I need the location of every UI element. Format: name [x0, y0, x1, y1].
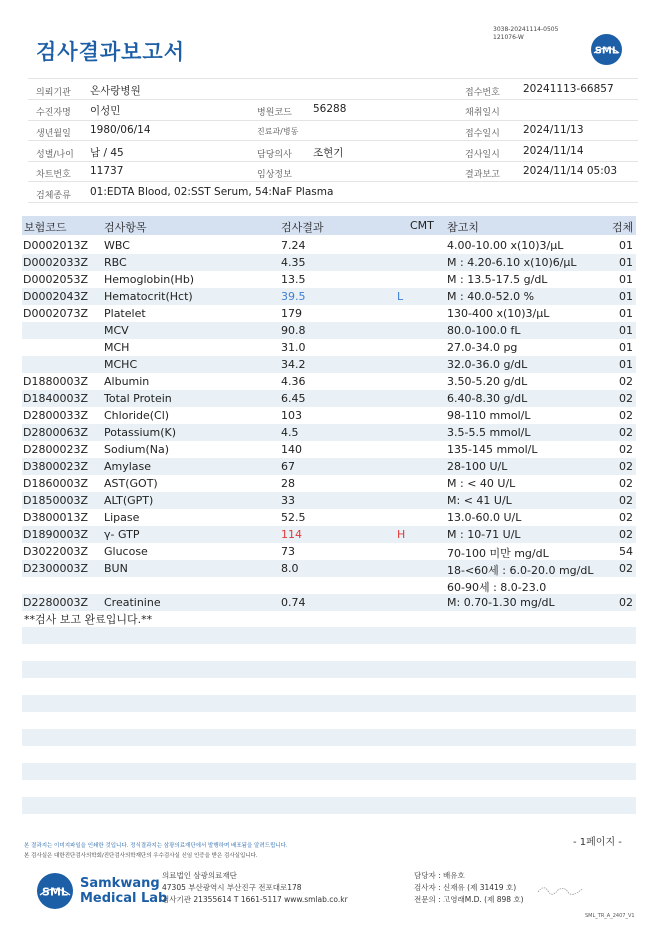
cell-reference-range: 135-145 mmol/L — [447, 443, 538, 456]
empty-row-band — [22, 797, 636, 814]
dept-label: 진료과/병동 — [257, 127, 299, 136]
cell-specimen: 02 — [619, 426, 633, 439]
cell-reference-range: 28-100 U/L — [447, 460, 508, 473]
cell-test-name: Creatinine — [104, 596, 161, 609]
hosp-code-value: 56288 — [313, 103, 347, 115]
cell-result: 73 — [281, 545, 295, 558]
cell-reference-range: M : 10-71 U/L — [447, 528, 521, 541]
cell-reference-range: 6.40-8.30 g/dL — [447, 392, 528, 405]
cell-specimen: 02 — [619, 375, 633, 388]
staff-examiner: 검사자 : 신재유 (제 31419 호) — [414, 883, 517, 892]
cell-result: 7.24 — [281, 239, 306, 252]
doctor-value: 조현기 — [313, 147, 344, 159]
cell-result: 0.74 — [281, 596, 306, 609]
cell-reference-range: 13.0-60.0 U/L — [447, 511, 522, 524]
cell-insurance-code: D0002033Z — [23, 256, 88, 269]
cell-test-name: MCV — [104, 324, 129, 337]
cell-result: 140 — [281, 443, 302, 456]
cell-insurance-code: D1890003Z — [23, 528, 88, 541]
table-row — [22, 509, 636, 526]
table-row — [22, 271, 636, 288]
cell-specimen: 02 — [619, 409, 633, 422]
document-code-line1: 3038-20241114-0505 — [493, 26, 559, 33]
cell-test-name: ALT(GPT) — [104, 494, 154, 507]
table-row — [22, 458, 636, 475]
cell-reference-range: 27.0-34.0 pg — [447, 341, 518, 354]
cell-insurance-code: D2800023Z — [23, 443, 88, 456]
chart-no-value: 11737 — [90, 165, 124, 177]
cell-insurance-code: D0002013Z — [23, 239, 88, 252]
page-title: 검사결과보고서 — [36, 40, 186, 64]
cell-result: 6.45 — [281, 392, 306, 405]
cell-test-name: BUN — [104, 562, 128, 575]
cell-result: 28 — [281, 477, 295, 490]
cell-reference-range: M : 4.20-6.10 x(10)6/μL — [447, 256, 577, 269]
document-code — [493, 26, 558, 42]
cell-insurance-code: D0002073Z — [23, 307, 88, 320]
staff-specialist: 전문의 : 고영래M.D. (제 898 호) — [414, 895, 524, 904]
table-row — [22, 441, 636, 458]
cell-result: 31.0 — [281, 341, 306, 354]
cell-result: 39.5 — [281, 290, 306, 303]
table-row — [22, 594, 636, 611]
table-row — [22, 339, 636, 356]
footer-logo-text: SML — [42, 885, 68, 899]
info-divider — [28, 99, 638, 100]
table-row — [22, 560, 636, 577]
cell-reference-range: M: 0.70-1.30 mg/dL — [447, 596, 555, 609]
collect-label: 채취일시 — [465, 108, 500, 118]
cell-specimen: 01 — [619, 256, 633, 269]
cell-test-name: Potassium(K) — [104, 426, 177, 439]
cell-reference-range: 32.0-36.0 g/dL — [447, 358, 528, 371]
info-divider — [28, 181, 638, 182]
info-divider — [28, 161, 638, 162]
cell-test-name: γ- GTP — [104, 528, 140, 541]
table-row — [22, 475, 636, 492]
cell-specimen: 01 — [619, 324, 633, 337]
form-code: SML_TR_A_2407_V1 — [585, 913, 635, 919]
clinical-info-label: 임상정보 — [257, 170, 292, 180]
cell-insurance-code: D1850003Z — [23, 494, 88, 507]
cell-specimen: 02 — [619, 596, 633, 609]
cell-specimen: 54 — [619, 545, 633, 558]
table-row — [22, 424, 636, 441]
test-date-value: 2024/11/14 — [523, 145, 584, 157]
dob-value: 1980/06/14 — [90, 124, 151, 136]
receipt-no-value: 20241113-66857 — [523, 83, 614, 95]
cell-specimen: 01 — [619, 307, 633, 320]
cell-test-name: Albumin — [104, 375, 150, 388]
doctor-label: 담당의사 — [257, 150, 292, 160]
cell-result: 4.5 — [281, 426, 299, 439]
empty-row-band — [22, 661, 636, 678]
cell-test-name: Lipase — [104, 511, 140, 524]
cell-result: 33 — [281, 494, 295, 507]
cell-test-name: Amylase — [104, 460, 152, 473]
cell-test-name: RBC — [104, 256, 127, 269]
page-number: - 1페이지 - — [573, 837, 622, 848]
col-header-specimen: 검체 — [612, 221, 634, 234]
logo-text: SML — [594, 45, 619, 57]
cell-specimen: 02 — [619, 562, 633, 575]
table-row — [22, 543, 636, 560]
receipt-date-label: 접수일시 — [465, 129, 500, 139]
cell-reference-range: 80.0-100.0 fL — [447, 324, 521, 337]
footer-brand — [80, 876, 167, 906]
cell-reference-range: M : < 40 U/L — [447, 477, 516, 490]
cell-reference-range: M : 40.0-52.0 % — [447, 290, 535, 303]
cell-test-name: Chloride(Cl) — [104, 409, 170, 422]
info-divider — [28, 202, 638, 203]
cell-result: 34.2 — [281, 358, 306, 371]
table-row — [22, 356, 636, 373]
cell-reference-range: 60-90세 : 8.0-23.0 — [447, 581, 547, 594]
cell-specimen: 01 — [619, 341, 633, 354]
cell-test-name: Platelet — [104, 307, 146, 320]
col-header-name: 검사항목 — [104, 221, 147, 234]
table-row — [22, 237, 636, 254]
specimen-type-label: 검체종류 — [36, 191, 71, 201]
empty-row-band — [22, 763, 636, 780]
hospital-label: 의뢰기관 — [36, 88, 71, 98]
org-address: 47305 부산광역시 부산진구 전포대로178 — [162, 883, 302, 892]
footer-staff-info — [414, 870, 524, 906]
cell-insurance-code: D1840003Z — [23, 392, 88, 405]
report-complete-message: **검사 보고 완료입니다.** — [24, 613, 153, 626]
cell-specimen: 02 — [619, 494, 633, 507]
info-divider — [28, 78, 638, 79]
disclaimer-notice: 본 결과지는 이미지파일을 인쇄한 것입니다. 정식결과지는 삼광의료재단에서 발행하며 배포됨을 알려드립니다. — [24, 843, 288, 849]
cell-reference-range: M : 13.5-17.5 g/dL — [447, 273, 548, 286]
table-row — [22, 492, 636, 509]
cell-result: 4.35 — [281, 256, 306, 269]
col-header-result: 검사결과 — [281, 221, 324, 234]
table-row — [22, 322, 636, 339]
chart-no-label: 차트번호 — [36, 170, 71, 180]
cell-result: 4.36 — [281, 375, 306, 388]
patient-value: 이성민 — [90, 105, 121, 117]
cell-reference-range: 18-<60세 : 6.0-20.0 mg/dL — [447, 564, 594, 577]
sml-footer-logo-icon — [36, 872, 74, 910]
cell-test-name: Hemoglobin(Hb) — [104, 273, 195, 286]
cell-test-name: AST(GOT) — [104, 477, 158, 490]
hospital-value: 온사랑병원 — [90, 85, 141, 97]
empty-row-band — [22, 695, 636, 712]
receipt-no-label: 접수번호 — [465, 88, 500, 98]
table-row — [22, 305, 636, 322]
footer-org-info — [162, 870, 348, 906]
cell-specimen: 01 — [619, 273, 633, 286]
receipt-date-value: 2024/11/13 — [523, 124, 584, 136]
cell-specimen: 02 — [619, 460, 633, 473]
brand-line2: Medical Lab — [80, 891, 168, 906]
cell-insurance-code: D2800033Z — [23, 409, 88, 422]
cell-result: 103 — [281, 409, 302, 422]
staff-manager: 담당자 : 배유호 — [414, 871, 465, 880]
cell-result: 52.5 — [281, 511, 306, 524]
document-code-line2: 121076-W — [493, 34, 524, 41]
table-row — [22, 288, 636, 305]
cell-reference-range: 3.5-5.5 mmol/L — [447, 426, 531, 439]
cell-reference-range: 98-110 mmol/L — [447, 409, 531, 422]
cell-test-name: Hematocrit(Hct) — [104, 290, 193, 303]
table-row — [22, 254, 636, 271]
cell-insurance-code: D3022003Z — [23, 545, 88, 558]
cell-insurance-code: D3800023Z — [23, 460, 88, 473]
cell-reference-range: 130-400 x(10)3/μL — [447, 307, 550, 320]
hosp-code-label: 병원코드 — [257, 108, 292, 118]
cell-insurance-code: D2800063Z — [23, 426, 88, 439]
signature-icon — [536, 880, 584, 900]
col-header-ref: 참고치 — [447, 221, 479, 234]
cell-result: 8.0 — [281, 562, 299, 575]
cell-specimen: 02 — [619, 477, 633, 490]
sex-age-value: 남 / 45 — [90, 147, 124, 159]
cell-specimen: 02 — [619, 511, 633, 524]
cell-insurance-code: D1860003Z — [23, 477, 88, 490]
cell-result: 13.5 — [281, 273, 306, 286]
info-divider — [28, 140, 638, 141]
cell-reference-range: M: < 41 U/L — [447, 494, 512, 507]
cell-insurance-code: D0002053Z — [23, 273, 88, 286]
report-time-value: 2024/11/14 05:03 — [523, 165, 618, 177]
cell-insurance-code: D0002043Z — [23, 290, 88, 303]
brand-line1: Samkwang — [80, 876, 160, 891]
cell-specimen: 01 — [619, 358, 633, 371]
cell-specimen: 01 — [619, 290, 633, 303]
cell-test-name: Glucose — [104, 545, 148, 558]
col-header-cmt: CMT — [410, 219, 434, 232]
table-row — [22, 373, 636, 390]
cell-cmt-flag: H — [397, 528, 406, 541]
cell-test-name: Total Protein — [104, 392, 172, 405]
accreditation-notice: 본 검사실은 대한진단검사의학회/진단검사의학재단의 우수검사실 신임 인증을 받은 검사실입니다. — [24, 853, 258, 859]
table-row — [22, 577, 636, 594]
org-contact: 검사기관 21355614 T 1661-5117 www.smlab.co.kr — [162, 895, 348, 904]
col-header-code: 보험코드 — [24, 221, 67, 234]
specimen-type-value: 01:EDTA Blood, 02:SST Serum, 54:NaF Plasma — [90, 186, 334, 198]
cell-specimen: 02 — [619, 528, 633, 541]
cell-cmt-flag: L — [397, 290, 404, 303]
test-date-label: 검사일시 — [465, 150, 500, 160]
cell-insurance-code: D3800013Z — [23, 511, 88, 524]
cell-insurance-code: D1880003Z — [23, 375, 88, 388]
empty-row-band — [22, 729, 636, 746]
patient-label: 수진자명 — [36, 108, 71, 118]
cell-specimen: 02 — [619, 392, 633, 405]
report-time-label: 결과보고 — [465, 170, 500, 180]
cell-reference-range: 3.50-5.20 g/dL — [447, 375, 528, 388]
cell-result: 114 — [281, 528, 302, 541]
cell-specimen: 02 — [619, 443, 633, 456]
cell-reference-range: 4.00-10.00 x(10)3/μL — [447, 239, 564, 252]
cell-insurance-code: D2280003Z — [23, 596, 88, 609]
cell-specimen: 01 — [619, 239, 633, 252]
table-row — [22, 407, 636, 424]
cell-insurance-code: D2300003Z — [23, 562, 88, 575]
cell-test-name: MCHC — [104, 358, 138, 371]
cell-test-name: Sodium(Na) — [104, 443, 169, 456]
cell-result: 179 — [281, 307, 302, 320]
cell-reference-range: 70-100 미만 mg/dL — [447, 547, 549, 560]
table-row — [22, 390, 636, 407]
cell-result: 90.8 — [281, 324, 306, 337]
dob-label: 생년월일 — [36, 129, 71, 139]
sex-age-label: 성별/나이 — [36, 150, 74, 160]
empty-row-band — [22, 627, 636, 644]
table-row — [22, 526, 636, 543]
cell-test-name: WBC — [104, 239, 130, 252]
org-name: 의료법인 삼광의료재단 — [162, 871, 237, 880]
cell-result: 67 — [281, 460, 295, 473]
sml-logo-icon — [590, 33, 623, 66]
cell-test-name: MCH — [104, 341, 130, 354]
info-divider — [28, 120, 638, 121]
